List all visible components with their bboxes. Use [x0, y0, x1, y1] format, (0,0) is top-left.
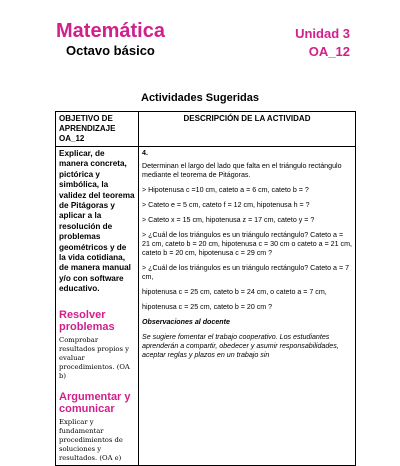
unit-label: [295, 25, 350, 61]
activity-item: hipotenusa c = 25 cm, cateto b = 20 cm ?: [142, 303, 273, 311]
skill-desc-argumentar: Explicar y fundamentar procedimientos de soluciones y resultados. (OA e): [59, 417, 123, 462]
subject-title: Matemática: [56, 20, 165, 42]
description-column-header: DESCRIPCIÓN DE LA ACTIVIDAD: [139, 112, 356, 147]
activity-intro: Determinan el largo del lado que falta en el triángulo rectángulo mediante el teorema de Pitágoras.: [142, 162, 342, 179]
activity-item: > ¿Cuál de los triángulos es un triángulo rectángulo? Cateto a = 21 cm, cateto b = 20 cm, hipotenusa c = 30 cm o cateto a = 21 cm, cateto b = 20 cm, hipotenusa c = 29 cm ?: [142, 231, 352, 257]
activity-item: hipotenusa c = 25 cm, cateto b = 24 cm, o cateto a = 7 cm,: [142, 288, 327, 296]
activity-item: > Hipotenusa c =10 cm, cateto a = 6 cm, cateto b = ?: [142, 186, 309, 194]
section-title: Actividades Sugeridas: [141, 92, 259, 104]
grade-subtitle: Octavo básico: [66, 43, 155, 58]
objective-cell: [56, 147, 139, 466]
activity-item: > Cateto x = 15 cm, hipotenusa z = 17 cm, cateto y = ?: [142, 216, 315, 224]
objective-text: Explicar, de manera concreta, pictórica y simbólica, la validez del teorema de Pitágoras y aplicar a la resolución de problemas geométricos y de la vida cotidiana, de manera manual y/o con software educativo.: [59, 149, 135, 294]
objective-column-header: OBJETIVO DE APRENDIZAJE OA_12: [56, 112, 139, 147]
skill-title-resolver: Resolver problemas: [59, 308, 115, 333]
activities-table: [55, 111, 356, 466]
observations-title: Observaciones al docente: [142, 318, 230, 326]
activity-cell: [139, 147, 356, 466]
skill-title-argumentar: Argumentar y comunicar: [59, 390, 131, 415]
unit-number: Unidad 3: [295, 26, 350, 41]
objective-code: OA_12: [308, 44, 350, 59]
observations-text: Se sugiere fomentar el trabajo cooperativo. Los estudiantes aprenderán a compartir, obedecer y asumir responsabilidades, aceptar reglas y plazos en un trabajo sin: [142, 333, 339, 359]
activity-item: > Cateto e = 5 cm, cateto f = 12 cm, hipotenusa h = ?: [142, 201, 310, 209]
skill-desc-resolver: Comprobar resultados propios y evaluar procedimientos. (OA b): [59, 335, 130, 380]
activity-number: 4.: [142, 149, 148, 157]
activity-item: > ¿Cuál de los triángulos es un triángulo rectángulo? Cateto a = 7 cm,: [142, 264, 350, 281]
